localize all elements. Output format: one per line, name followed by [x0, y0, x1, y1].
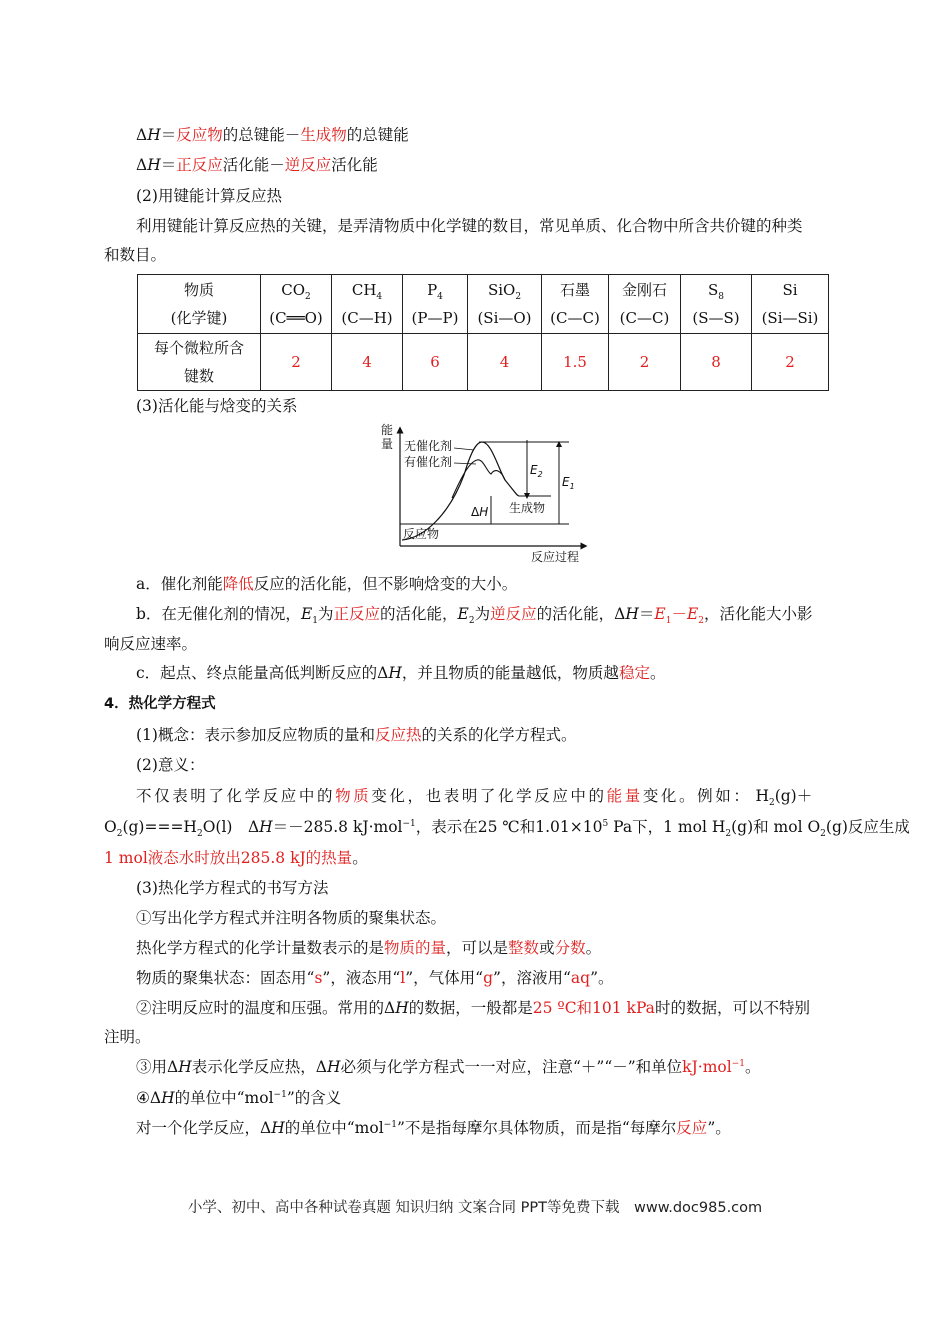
rule-2-cont: 注明。	[104, 1028, 151, 1046]
writing-method-heading: (3)热化学方程式的书写方法	[136, 879, 329, 897]
highlight-product: 生成物	[300, 126, 347, 144]
text-segment: 活化能－	[222, 156, 285, 174]
equals-sign: ＝	[160, 156, 177, 174]
concept-line: (1)概念：表示参加反应物质的量和反应热的关系的化学方程式。	[136, 726, 577, 744]
bond-count-table	[137, 274, 829, 391]
table-header-cell: SiO$_2$ (Si—O)	[468, 275, 542, 334]
catalyst-curve	[452, 460, 505, 498]
table-header-cell: $CO_2$ (C══O)	[261, 275, 332, 334]
enthalpy-symbol: H	[147, 126, 161, 144]
table-row	[138, 334, 829, 391]
equals-sign: ＝	[160, 126, 177, 144]
meaning-heading: (2)意义：	[136, 756, 205, 774]
y-axis-label: 量	[381, 437, 394, 451]
point-c: c．起点、终点能量高低判断反应的ΔH，并且物质的能量越低，物质越稳定。	[136, 664, 666, 682]
equation-result-line: 1 mol液态水时放出285.8 kJ的热量。	[104, 849, 368, 867]
formula-line-bond-energy	[136, 125, 409, 145]
table-header-cell: 物质 (化学键)	[138, 275, 261, 334]
table-cell: 4	[468, 334, 542, 391]
formula-line-activation-energy	[136, 155, 378, 175]
table-header-cell: $S_8$ (S—S)	[681, 275, 752, 334]
delta-symbol: Δ	[136, 126, 148, 144]
table-header-cell: Si (Si—Si)	[752, 275, 829, 334]
rule-1-coefficients: 热化学方程式的化学计量数表示的是物质的量，可以是整数或分数。	[136, 939, 602, 957]
no-catalyst-label: 无催化剂	[404, 439, 453, 453]
table-cell: 4	[332, 334, 403, 391]
point-a: a．催化剂能降低反应的活化能，但不影响焓变的大小。	[136, 575, 518, 593]
table-header-cell: $P_4$ (P—P)	[403, 275, 468, 334]
subheading-3: (3)活化能与焓变的关系	[136, 397, 298, 415]
subheading-2: (2)用键能计算反应热	[136, 187, 282, 205]
rule-1: ①写出化学方程式并注明各物质的聚集状态。	[136, 909, 447, 927]
table-cell: 8	[681, 334, 752, 391]
rule-3: ③用ΔH表示化学反应热，ΔH必须与化学方程式一一对应，注意“＋”“－”和单位kJ·mol$^{-1}$。	[136, 1058, 761, 1076]
label-leader	[454, 448, 474, 450]
section-heading-4: 4．热化学方程式	[104, 696, 216, 712]
text-segment: 的总键能－	[222, 126, 301, 144]
e1-label: $E_1$	[562, 475, 575, 491]
rule-1-states: 物质的聚集状态：固态用“s”，液态用“l”，气体用“g”，溶液用“aq”。	[136, 969, 614, 987]
point-b-cont: 响反应速率。	[104, 635, 198, 653]
table-cell: 2	[752, 334, 829, 391]
table-row-label: 每个微粒所含 键数	[138, 334, 261, 391]
table-header-cell: 金刚石 (C—C)	[609, 275, 681, 334]
table-header-row	[138, 275, 829, 334]
table-cell: 2	[609, 334, 681, 391]
reactant-label: 反应物	[403, 527, 440, 541]
table-header-cell: 石墨 (C—C)	[542, 275, 609, 334]
with-catalyst-label: 有催化剂	[404, 455, 453, 469]
rule-4: ④ΔH的单位中“mol$^{-1}$”的含义	[136, 1089, 342, 1107]
paragraph-line: 利用键能计算反应热的关键，是弄清物质中化学键的数目，常见单质、化合物中所含共价键的种类	[136, 217, 803, 235]
rule-4-explanation: 对一个化学反应，ΔH的单位中“mol$^{-1}$”不是指每摩尔具体物质，而是指“每摩尔反应”。	[136, 1119, 731, 1137]
e2-label: $E_2$	[530, 463, 543, 479]
equation-line: $O_2(g)===H_2O(l)$ ΔH＝－285.8 kJ·mol$^{-1}$，表示在25 ℃和$1.01\times 10^5$ Pa下，1 mol $H_2(g)$和 mol $O_2(g)$反应生成	[104, 818, 910, 840]
delta-symbol: Δ	[136, 156, 148, 174]
text-segment: 活化能	[331, 156, 378, 174]
point-b: b．在无催化剂的情况，$E_1$为正反应的活化能，$E_2$为逆反应的活化能，$\Delta H=E_1-E_2$，活化能大小影	[136, 605, 813, 627]
table-cell: 2	[261, 334, 332, 391]
highlight-forward: 正反应	[176, 156, 223, 174]
table-cell: 1.5	[542, 334, 609, 391]
highlight-reverse: 逆反应	[284, 156, 332, 174]
energy-profile-diagram	[379, 420, 594, 564]
y-axis-label: 能	[381, 423, 394, 437]
label-leader	[454, 463, 476, 464]
product-label: 生成物	[509, 501, 546, 515]
meaning-line: 不仅表明了化学反应中的物质变化，也表明了化学反应中的能量变化。例如： $H_2(g)+$	[136, 787, 813, 809]
footer-banner: 小学、初中、高中各种试卷真题 知识归纳 文案合同 PPT等免费下载 www.doc985.com	[187, 1200, 763, 1216]
paragraph-line: 和数目。	[104, 246, 167, 264]
delta-h-label: ΔH	[471, 505, 489, 519]
highlight-reactant: 反应物	[176, 126, 223, 144]
text-segment: 的总键能	[346, 126, 409, 144]
table-cell: 6	[403, 334, 468, 391]
x-axis-label: 反应过程	[531, 550, 580, 564]
table-header-cell: $CH_4$ (C—H)	[332, 275, 403, 334]
rule-2: ②注明反应时的温度和压强。常用的ΔH的数据，一般都是25 ºC和101 kPa时的数据，可以不特别	[136, 999, 810, 1017]
enthalpy-symbol: H	[147, 156, 161, 174]
